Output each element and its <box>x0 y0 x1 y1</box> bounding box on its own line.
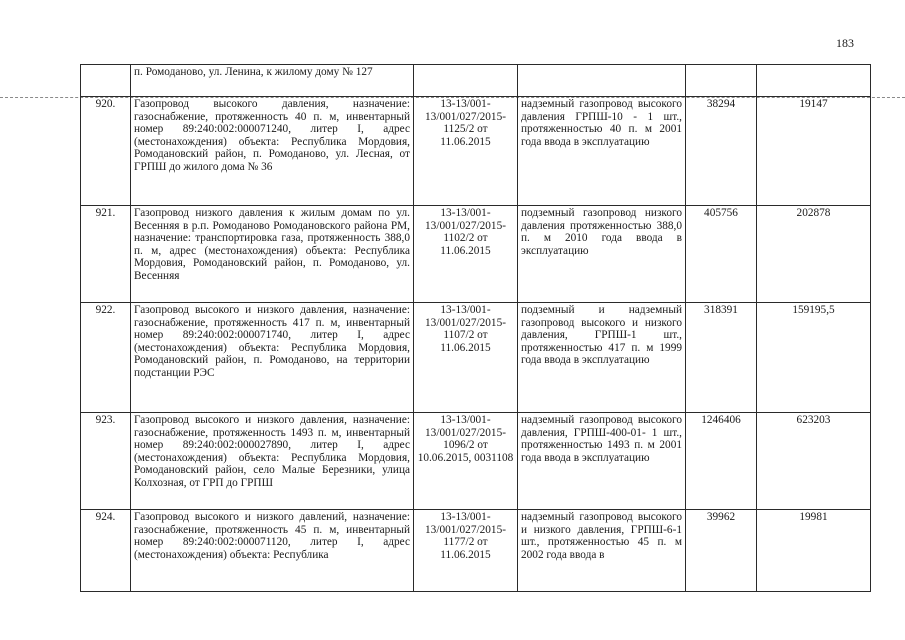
value-cell: 19981 <box>757 510 871 592</box>
registration-cell <box>414 65 518 97</box>
registration-cell: 13-13/001-13/001/027/2015-1125/2 от 11.06.2015 <box>414 97 518 206</box>
description-cell: Газопровод высокого и низкого давления, назначение: газоснабжение, протяженность 417 п. м, инвентарный номер 89:240:002:000071740, литер I, адрес (местонахождения) объекта: Республика Мордовия, Ромодановский район, п. Ромоданово, на территории подстанции РЭС <box>131 303 414 413</box>
description-cell: Газопровод высокого и низкого давлений, назначение: газоснабжение, протяженность 45 п. м, инвентарный номер 89:240:002:000071120, литер I, адрес (местонахождения) объекта: Республика <box>131 510 414 592</box>
value-cell: 318391 <box>686 303 757 413</box>
row-number-cell: 924. <box>81 510 131 592</box>
row-number-cell <box>81 65 131 97</box>
registration-cell: 13-13/001-13/001/027/2015-1096/2 от 10.06.2015, 0031108 <box>414 413 518 510</box>
registration-cell: 13-13/001-13/001/027/2015-1177/2 от 11.06.2015 <box>414 510 518 592</box>
row-number-cell: 920. <box>81 97 131 206</box>
row-number-cell: 923. <box>81 413 131 510</box>
value-cell: 623203 <box>757 413 871 510</box>
table-row <box>81 65 871 97</box>
value-cell: 202878 <box>757 206 871 303</box>
description-cell: п. Ромоданово, ул. Ленина, к жилому дому № 127 <box>131 65 414 97</box>
value-cell <box>686 65 757 97</box>
value-cell: 159195,5 <box>757 303 871 413</box>
row-number-cell: 922. <box>81 303 131 413</box>
registration-cell: 13-13/001-13/001/027/2015-1107/2 от 11.06.2015 <box>414 303 518 413</box>
table-row <box>81 206 871 303</box>
value-cell: 405756 <box>686 206 757 303</box>
description-cell: Газопровод высокого давления, назначение: газоснабжение, протяженность 40 п. м, инвентарный номер 89:240:002:000071240, литер I, адрес (местонахождения) объекта: Республика Мордовия, Ромодановский район, п. Ромоданово, ул. Лесная, от ГРПШ до жилого дома № 36 <box>131 97 414 206</box>
property-registry-table <box>80 64 871 592</box>
table-row <box>81 97 871 206</box>
table-row <box>81 510 871 592</box>
characteristics-cell: надземный газопровод высокого давления ГРПШ-10 - 1 шт., протяженностью 40 п. м 2001 года ввода в эксплуатацию <box>518 97 686 206</box>
value-cell: 38294 <box>686 97 757 206</box>
characteristics-cell: подземный газопровод низкого давления протяженностью 388,0 п. м 2010 года ввода в эксплуатацию <box>518 206 686 303</box>
registration-cell: 13-13/001-13/001/027/2015-1102/2 от 11.06.2015 <box>414 206 518 303</box>
description-cell: Газопровод высокого и низкого давления, назначение: газоснабжение, протяженность 1493 п. м, инвентарный номер 89:240:002:000027890, литер I, адрес (местонахождения) объекта: Республика Мордовия, Ромодановский район, село Малые Березники, улица Колхозная, от ГРП до ГРПШ <box>131 413 414 510</box>
characteristics-cell <box>518 65 686 97</box>
table-row <box>81 303 871 413</box>
value-cell: 1246406 <box>686 413 757 510</box>
row-number-cell: 921. <box>81 206 131 303</box>
characteristics-cell: надземный газопровод высокого и низкого давления, ГРПШ-6-1 шт., протяженностью 45 п. м 2002 года ввода в <box>518 510 686 592</box>
value-cell: 39962 <box>686 510 757 592</box>
value-cell <box>757 65 871 97</box>
value-cell: 19147 <box>757 97 871 206</box>
characteristics-cell: подземный и надземный газопровод высокого и низкого давления, ГРПШ-1 шт., протяженностью 417 п. м 1999 года ввода в эксплуатацию <box>518 303 686 413</box>
table-row <box>81 413 871 510</box>
page-number: 183 <box>836 36 854 50</box>
characteristics-cell: надземный газопровод высокого давления, ГРПШ-400-01- 1 шт., протяженностью 1493 п. м 2001 года ввода в эксплуатацию <box>518 413 686 510</box>
description-cell: Газопровод низкого давления к жилым домам по ул. Весенняя в р.п. Ромоданово Ромодановского района РМ, назначение: транспортировка газа, протяженность 388,0 п. м, адрес (местонахождения) объекта: Республика Мордовия, Ромодановский район, п. Ромоданово, ул. Весенняя <box>131 206 414 303</box>
